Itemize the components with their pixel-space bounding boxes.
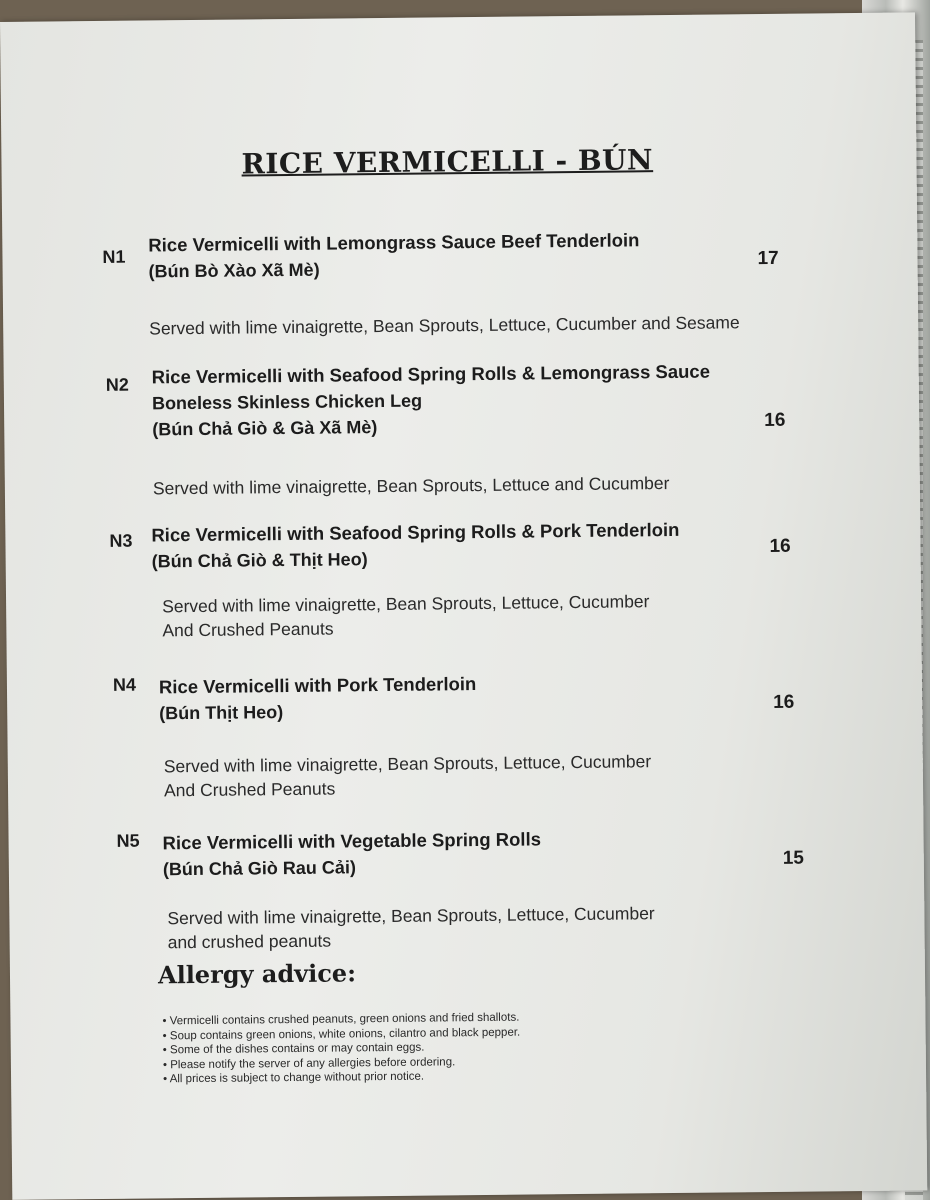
- description-line: Served with lime vinaigrette, Bean Sprouts, Lettuce, Cucumber and Sesame: [149, 312, 740, 339]
- description-line: And Crushed Peanuts: [162, 618, 334, 641]
- item-price: 15: [782, 847, 805, 869]
- item-name-english: Rice Vermicelli with Lemongrass Sauce Beef Tenderloin: [148, 229, 640, 256]
- item-description: [164, 749, 652, 802]
- item-name-english: Rice Vermicelli with Pork Tenderloin: [158, 673, 477, 698]
- description-line: Served with lime vinaigrette, Bean Sprouts, Lettuce, Cucumber: [167, 903, 655, 929]
- item-name-english: Rice Vermicelli with Seafood Spring Rolls & Pork Tenderloin: [151, 518, 680, 546]
- menu-page: [0, 12, 927, 1200]
- item-name: [159, 671, 477, 726]
- item-name-vietnamese: (Bún Chả Giò & Gà Xã Mè): [152, 417, 378, 440]
- item-price: 16: [769, 535, 791, 557]
- item-price: 16: [773, 691, 795, 713]
- allergy-note: • All prices is subject to change without prior notice.: [163, 1069, 521, 1087]
- item-name-english-cont: Boneless Skinless Chicken Leg: [151, 390, 423, 414]
- item-name-english: Rice Vermicelli with Seafood Spring Rolls & Lemongrass Sauce: [151, 360, 711, 388]
- item-name: [148, 227, 640, 284]
- item-description: [153, 471, 670, 500]
- allergy-note: • Soup contains green onions, white onions, cilantro and black pepper.: [163, 1025, 521, 1043]
- item-price: 16: [764, 409, 786, 432]
- item-description: [149, 310, 740, 340]
- item-name: [151, 517, 680, 575]
- item-name: [162, 826, 541, 882]
- allergy-note: • Vermicelli contains crushed peanuts, green onions and fried shallots.: [162, 1011, 520, 1029]
- allergy-note: • Some of the dishes contains or may contain eggs.: [163, 1040, 521, 1058]
- item-code: N2: [105, 374, 129, 395]
- menu-section-title: RICE VERMICELLI - BÚN: [241, 143, 654, 181]
- description-line: Served with lime vinaigrette, Bean Sprouts, Lettuce, Cucumber: [162, 591, 650, 617]
- item-price: 17: [757, 247, 779, 270]
- allergy-notes-list: [162, 1011, 520, 1087]
- description-line: Served with lime vinaigrette, Bean Sprouts, Lettuce and Cucumber: [152, 473, 670, 499]
- item-name: [152, 359, 711, 443]
- item-name-vietnamese: (Bún Chả Giò Rau Cải): [162, 857, 356, 880]
- item-name-vietnamese: (Bún Thịt Heo): [159, 702, 284, 724]
- item-code: N1: [102, 246, 126, 267]
- allergy-note: • Please notify the server of any allergies before ordering.: [163, 1054, 521, 1072]
- item-name-vietnamese: (Bún Bò Xào Xã Mè): [148, 259, 320, 282]
- description-line: And Crushed Peanuts: [163, 778, 336, 801]
- item-code: N3: [109, 530, 133, 551]
- allergy-heading: Allergy advice:: [157, 958, 357, 990]
- item-name-vietnamese: (Bún Chả Giò & Thịt Heo): [151, 549, 368, 572]
- description-line: Served with lime vinaigrette, Bean Sprouts, Lettuce, Cucumber: [163, 751, 652, 777]
- item-code: N5: [116, 830, 140, 851]
- description-line: and crushed peanuts: [167, 930, 332, 953]
- item-code: N4: [112, 674, 137, 695]
- item-description: [162, 589, 650, 642]
- item-name-english: Rice Vermicelli with Vegetable Spring Rolls: [162, 828, 542, 854]
- item-description: [167, 901, 655, 954]
